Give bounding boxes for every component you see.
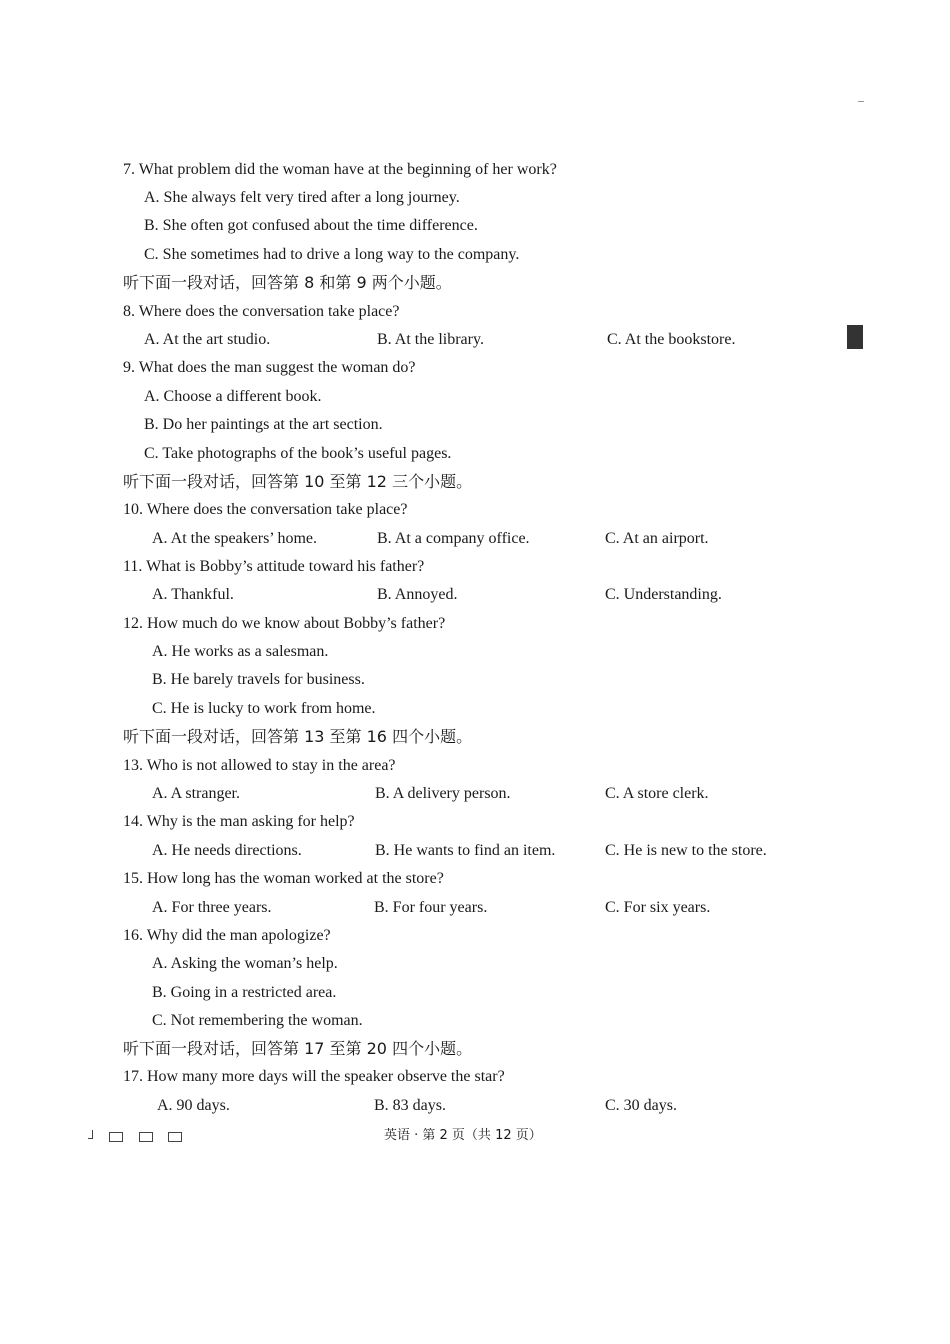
question-17-option-c: C. 30 days.: [605, 1097, 677, 1114]
question-15-option-c: C. For six years.: [605, 899, 711, 916]
question-17-option-a: A. 90 days.: [157, 1097, 230, 1114]
question-12-option-c: C. He is lucky to work from home.: [152, 700, 376, 717]
question-11-option-b: B. Annoyed.: [377, 586, 458, 603]
question-16-option-b: B. Going in a restricted area.: [152, 984, 337, 1001]
question-11-option-c: C. Understanding.: [605, 586, 722, 603]
scan-speck: [858, 101, 864, 102]
question-13-stem: 13. Who is not allowed to stay in the area?: [123, 757, 396, 774]
corner-mark-icon: [88, 1130, 93, 1139]
question-15-option-a: A. For three years.: [152, 899, 272, 916]
question-11-option-a: A. Thankful.: [152, 586, 234, 603]
question-15-stem: 15. How long has the woman worked at the store?: [123, 870, 444, 887]
question-12-option-b: B. He barely travels for business.: [152, 671, 365, 688]
question-8-stem: 8. Where does the conversation take place?: [123, 303, 400, 320]
question-14-option-a: A. He needs directions.: [152, 842, 302, 859]
question-14-option-b: B. He wants to find an item.: [375, 842, 556, 859]
question-10-stem: 10. Where does the conversation take place?: [123, 501, 408, 518]
question-11-stem: 11. What is Bobby’s attitude toward his father?: [123, 558, 425, 575]
question-10-option-a: A. At the speakers’ home.: [152, 530, 317, 547]
checkbox-mark-icon: [168, 1132, 182, 1142]
question-9-option-c: C. Take photographs of the book’s useful pages.: [144, 445, 452, 462]
instruction-8-9: 听下面一段对话，回答第 8 和第 9 两个小题。: [123, 273, 452, 292]
question-7-option-a: A. She always felt very tired after a long journey.: [144, 189, 460, 206]
instruction-17-20: 听下面一段对话，回答第 17 至第 20 四个小题。: [123, 1039, 473, 1058]
instruction-10-12: 听下面一段对话，回答第 10 至第 12 三个小题。: [123, 472, 473, 491]
question-12-option-a: A. He works as a salesman.: [152, 643, 329, 660]
question-10-option-c: C. At an airport.: [605, 530, 709, 547]
question-14-option-c: C. He is new to the store.: [605, 842, 767, 859]
question-13-option-b: B. A delivery person.: [375, 785, 511, 802]
question-8-option-a: A. At the art studio.: [144, 331, 271, 348]
question-16-option-c: C. Not remembering the woman.: [152, 1012, 363, 1029]
question-7-stem: 7. What problem did the woman have at the beginning of her work?: [123, 161, 557, 178]
checkbox-mark-icon: [109, 1132, 123, 1142]
question-9-option-b: B. Do her paintings at the art section.: [144, 416, 383, 433]
question-8-option-c: C. At the bookstore.: [607, 331, 736, 348]
question-7-option-c: C. She sometimes had to drive a long way to the company.: [144, 246, 520, 263]
checkbox-mark-icon: [139, 1132, 153, 1142]
scan-alignment-mark: [847, 325, 863, 349]
question-13-option-c: C. A store clerk.: [605, 785, 709, 802]
page-number-label: 英语 · 第 2 页（共 12 页）: [384, 1128, 542, 1143]
question-16-option-a: A. Asking the woman’s help.: [152, 955, 338, 972]
question-10-option-b: B. At a company office.: [377, 530, 530, 547]
instruction-13-16: 听下面一段对话，回答第 13 至第 16 四个小题。: [123, 727, 473, 746]
question-17-stem: 17. How many more days will the speaker observe the star?: [123, 1068, 505, 1085]
question-15-option-b: B. For four years.: [374, 899, 488, 916]
question-7-option-b: B. She often got confused about the time difference.: [144, 217, 478, 234]
question-17-option-b: B. 83 days.: [374, 1097, 446, 1114]
question-14-stem: 14. Why is the man asking for help?: [123, 813, 355, 830]
question-12-stem: 12. How much do we know about Bobby’s father?: [123, 615, 446, 632]
question-9-option-a: A. Choose a different book.: [144, 388, 322, 405]
question-13-option-a: A. A stranger.: [152, 785, 240, 802]
question-8-option-b: B. At the library.: [377, 331, 484, 348]
question-9-stem: 9. What does the man suggest the woman do?: [123, 359, 416, 376]
page-footer: [0, 1126, 950, 1146]
question-16-stem: 16. Why did the man apologize?: [123, 927, 331, 944]
